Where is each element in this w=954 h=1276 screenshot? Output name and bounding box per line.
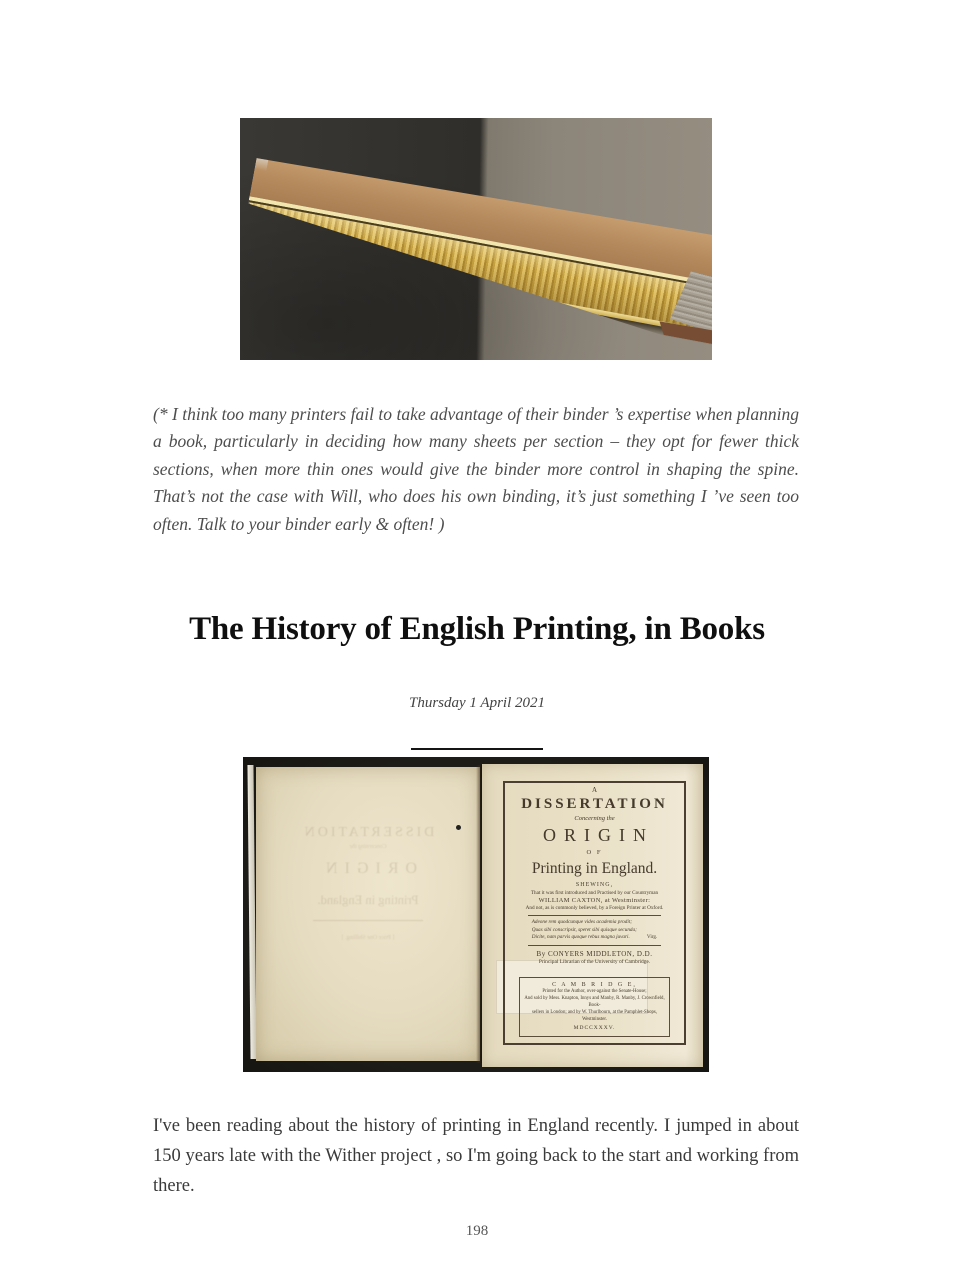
epigraph-line bbox=[532, 934, 658, 942]
post-title: The History of English Printing, in Books bbox=[189, 611, 765, 647]
epigraph-box bbox=[528, 915, 662, 945]
imprint-line: sellers in London; and by W. Thurlbourn, at the Pamphlet-Shops, Westminster. bbox=[532, 1010, 657, 1023]
title-shewing: SHEWING, bbox=[575, 882, 614, 889]
title-concerning: Concerning the bbox=[574, 815, 615, 823]
aside-note: (* I think too many printers fail to take advantage of their binder ’s expertise when planning a book, particularly in deciding how many sheets per section – they opt for fewer thick sections, when more thin ones would give the binder more control in shaping the spine. That’s not the case with Will, who does his own binding, it’s just something I ’ve seen too often. Talk to your binder early & often! ) bbox=[153, 404, 799, 534]
showthrough-dissertation: DISSERTATION bbox=[301, 825, 435, 840]
imprint-city: C A M B R I D G E, bbox=[552, 981, 637, 988]
page-number: 198 bbox=[465, 1223, 489, 1239]
title-of: O F bbox=[586, 849, 603, 857]
title-dissertation: DISSERTATION bbox=[521, 796, 668, 812]
showthrough-concerning: Concerning the bbox=[349, 844, 387, 850]
title-origin: ORIGIN bbox=[543, 825, 654, 846]
author-byline: By CONYERS MIDDLETON, D.D. bbox=[536, 949, 653, 958]
imprint-year: MDCCXXXV. bbox=[573, 1025, 616, 1032]
showthrough-origin: ORIGIN bbox=[319, 860, 417, 877]
title-page bbox=[482, 764, 703, 1067]
left-verso-page bbox=[256, 767, 480, 1061]
epigraph-line-text: Dicite, nam parvis quoque rebus magna juvari. bbox=[531, 934, 630, 941]
showthrough-caption: [ Price One Shilling. ] bbox=[341, 935, 395, 941]
wormhole-dot bbox=[456, 825, 461, 830]
claim-line-3: And not, as is commonly believed, by a Foreign Printer at Oxford. bbox=[525, 905, 664, 912]
title-page-frame bbox=[503, 781, 686, 1045]
half-title-a: A bbox=[591, 786, 598, 794]
title-printing: Printing in England. bbox=[531, 860, 658, 878]
claim-line-2: WILLIAM CAXTON, at Westminster: bbox=[538, 897, 651, 905]
epigraph-line: Quas sibi conscripsit, speret sibi quisque secunda; bbox=[531, 926, 637, 933]
showthrough-rule bbox=[313, 920, 423, 921]
author-office: Principal Librarian of the University of Cambridge. bbox=[538, 959, 651, 966]
imprint-line: Printed for the Author, over-against the Senate-House; bbox=[542, 989, 647, 995]
showthrough-text bbox=[266, 825, 470, 941]
section-divider bbox=[411, 748, 543, 750]
imprint-box bbox=[519, 977, 669, 1037]
claim-line-1: That it was first introduced and Practised by our Countryman bbox=[530, 890, 659, 897]
epigraph-line: Adeone rem quodcunque vides academia prodit; bbox=[531, 918, 633, 925]
epigraph-attribution: Virg. bbox=[646, 934, 658, 941]
showthrough-printing: Printing in England. bbox=[317, 893, 419, 907]
gilt-foredge-photo bbox=[240, 118, 712, 360]
open-book-photo bbox=[243, 757, 709, 1072]
post-date: Thursday 1 April 2021 bbox=[409, 695, 545, 711]
body-paragraph: I've been reading about the history of printing in England recently. I jumped in about 150 years late with the Wither project , so I'm going back to the start and working from there. bbox=[153, 1116, 799, 1196]
imprint-line: And sold by Mess. Knapton, Innys and Manby, R. Manby, J. Crownfield, Book- bbox=[524, 996, 665, 1009]
